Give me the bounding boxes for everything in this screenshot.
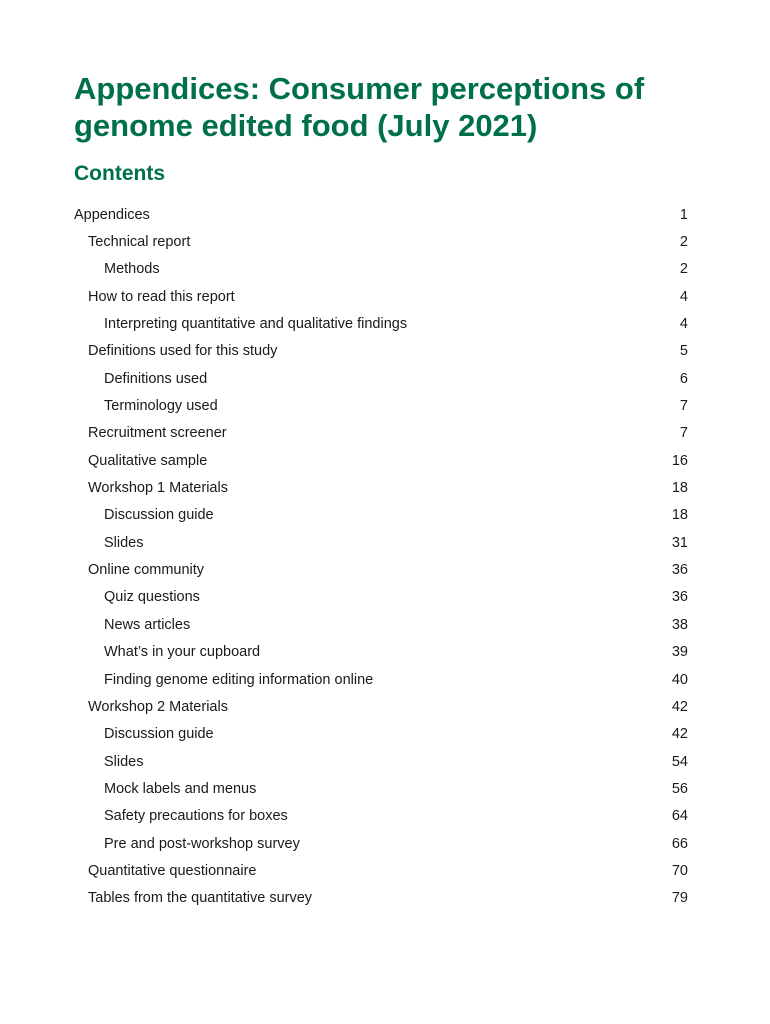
toc-entry-label: Definitions used bbox=[104, 370, 208, 387]
toc-entry[interactable] bbox=[74, 228, 688, 255]
toc-entry-page-number: 6 bbox=[679, 370, 688, 387]
toc-entry-page-number: 18 bbox=[671, 480, 688, 497]
toc-entry-page-number: 7 bbox=[679, 425, 688, 442]
toc-entry-label: Finding genome editing information online bbox=[104, 671, 374, 688]
toc-entry-page-number: 56 bbox=[671, 780, 688, 797]
toc-entry[interactable] bbox=[74, 502, 688, 529]
toc-entry[interactable] bbox=[74, 420, 688, 447]
toc-entry-page-number: 54 bbox=[671, 753, 688, 770]
toc-entry[interactable] bbox=[74, 447, 688, 474]
toc-entry-label: Methods bbox=[104, 261, 160, 278]
toc-entry-label: Definitions used for this study bbox=[88, 343, 278, 360]
toc-entry[interactable] bbox=[74, 803, 688, 830]
toc-entry-label: Mock labels and menus bbox=[104, 780, 257, 797]
toc-entry[interactable] bbox=[74, 338, 688, 365]
toc-entry-label: What’s in your cupboard bbox=[104, 644, 261, 661]
table-of-contents bbox=[74, 201, 688, 912]
toc-entry-page-number: 42 bbox=[671, 698, 688, 715]
toc-entry-label: Discussion guide bbox=[104, 507, 214, 524]
toc-entry-page-number: 70 bbox=[671, 862, 688, 879]
toc-entry-label: News articles bbox=[104, 616, 191, 633]
toc-entry[interactable] bbox=[74, 857, 688, 884]
toc-entry-label: Quantitative questionnaire bbox=[88, 862, 257, 879]
toc-entry-label: Qualitative sample bbox=[88, 452, 208, 469]
toc-entry-label: Pre and post-workshop survey bbox=[104, 835, 300, 852]
toc-entry-page-number: 16 bbox=[671, 452, 688, 469]
toc-entry-label: Safety precautions for boxes bbox=[104, 808, 288, 825]
toc-entry[interactable] bbox=[74, 529, 688, 556]
toc-entry[interactable] bbox=[74, 556, 688, 583]
toc-entry-page-number: 40 bbox=[671, 671, 688, 688]
toc-entry[interactable] bbox=[74, 201, 688, 228]
toc-entry[interactable] bbox=[74, 256, 688, 283]
toc-entry-page-number: 38 bbox=[671, 616, 688, 633]
toc-entry-page-number: 5 bbox=[679, 343, 688, 360]
toc-entry[interactable] bbox=[74, 392, 688, 419]
toc-entry[interactable] bbox=[74, 639, 688, 666]
toc-entry-page-number: 42 bbox=[671, 726, 688, 743]
toc-entry[interactable] bbox=[74, 666, 688, 693]
toc-entry-label: Discussion guide bbox=[104, 726, 214, 743]
toc-entry[interactable] bbox=[74, 830, 688, 857]
toc-entry-page-number: 4 bbox=[679, 316, 688, 333]
toc-entry-label: Slides bbox=[104, 753, 144, 770]
toc-entry-page-number: 4 bbox=[679, 288, 688, 305]
toc-entry[interactable] bbox=[74, 283, 688, 310]
toc-entry[interactable] bbox=[74, 611, 688, 638]
page-title: Appendices: Consumer perceptions of genome edited food (July 2021) bbox=[74, 71, 645, 143]
toc-entry-page-number: 18 bbox=[671, 507, 688, 524]
toc-entry-label: Quiz questions bbox=[104, 589, 200, 606]
toc-entry-page-number: 66 bbox=[671, 835, 688, 852]
toc-entry[interactable] bbox=[74, 748, 688, 775]
toc-entry-page-number: 39 bbox=[671, 644, 688, 661]
toc-entry-label: How to read this report bbox=[88, 288, 235, 305]
toc-entry-label: Online community bbox=[88, 562, 205, 579]
toc-entry-page-number: 2 bbox=[679, 261, 688, 278]
toc-entry-page-number: 64 bbox=[671, 808, 688, 825]
toc-entry-page-number: 31 bbox=[671, 534, 688, 551]
toc-entry[interactable] bbox=[74, 721, 688, 748]
toc-entry-label: Technical report bbox=[88, 234, 191, 251]
toc-entry-page-number: 2 bbox=[679, 234, 688, 251]
toc-entry[interactable] bbox=[74, 584, 688, 611]
toc-entry-page-number: 1 bbox=[679, 206, 688, 223]
toc-entry-label: Interpreting quantitative and qualitative findings bbox=[104, 316, 408, 333]
toc-entry-page-number: 7 bbox=[679, 398, 688, 415]
toc-entry-page-number: 36 bbox=[671, 562, 688, 579]
toc-entry[interactable] bbox=[74, 365, 688, 392]
toc-entry-label: Appendices bbox=[74, 206, 150, 223]
toc-entry-label: Tables from the quantitative survey bbox=[88, 890, 313, 907]
toc-entry[interactable] bbox=[74, 310, 688, 337]
toc-entry[interactable] bbox=[74, 775, 688, 802]
toc-entry-label: Recruitment screener bbox=[88, 425, 227, 442]
contents-heading: Contents bbox=[74, 162, 165, 185]
toc-entry-label: Workshop 1 Materials bbox=[88, 480, 228, 497]
toc-entry-page-number: 79 bbox=[671, 890, 688, 907]
toc-entry-label: Slides bbox=[104, 534, 144, 551]
toc-entry[interactable] bbox=[74, 474, 688, 501]
toc-entry-label: Workshop 2 Materials bbox=[88, 698, 228, 715]
toc-entry[interactable] bbox=[74, 885, 688, 912]
toc-entry-page-number: 36 bbox=[671, 589, 688, 606]
toc-entry-label: Terminology used bbox=[104, 398, 218, 415]
toc-entry[interactable] bbox=[74, 693, 688, 720]
